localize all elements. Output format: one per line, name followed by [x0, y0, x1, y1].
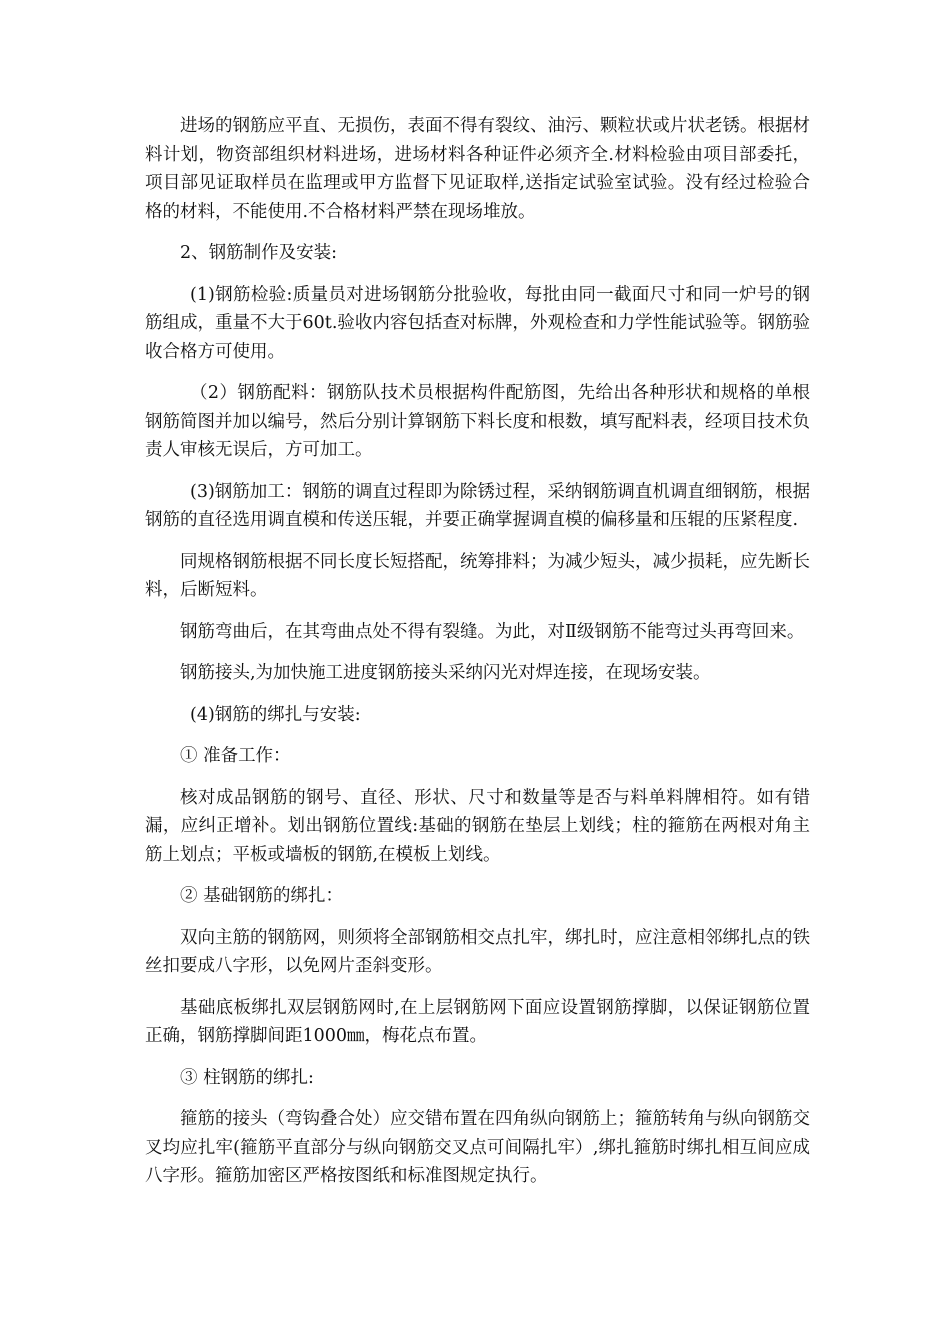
paragraph-rebar-joints: 钢筋接头,为加快施工进度钢筋接头采纳闪光对焊连接，在现场安装。: [180, 663, 711, 683]
paragraph-rebar-processing: (3)钢筋加工：钢筋的调直过程即为除锈过程，采纳钢筋调直机调直细钢筋，根据钢筋的直径选用调直模和传送压辊，并要正确掌握调直模的偏移量和压辊的压紧程度.: [145, 481, 810, 530]
subheading-foundation-binding: ② 基础钢筋的绑扎：: [180, 886, 344, 906]
paragraph-cutting-arrangement: 同规格钢筋根据不同长度长短搭配，统筹排料；为减少短头，减少损耗，应先断长料，后断短料。: [145, 551, 810, 600]
paragraph-stirrup-binding: 箍筋的接头（弯钩叠合处）应交错布置在四角纵向钢筋上；箍筋转角与纵向钢筋交叉均应扎牢(箍筋平直部分与纵向钢筋交叉点可间隔扎牢）,绑扎箍筋时绑扎相互间应成八字形。箍筋加密区严格按图纸和标准图规定执行。: [145, 1109, 810, 1186]
paragraph-rebar-bending: 钢筋弯曲后，在其弯曲点处不得有裂缝。为此，对Ⅱ级钢筋不能弯过头再弯回来。: [180, 621, 805, 642]
subheading-column-binding: ③ 柱钢筋的绑扎:: [180, 1067, 314, 1088]
section-heading-rebar-fabrication: 2、钢筋制作及安装:: [180, 243, 338, 263]
subheading-binding-installation: (4)钢筋的绑扎与安装:: [190, 704, 361, 725]
paragraph-rebar-batching: （2）钢筋配料：钢筋队技术员根据构件配筋图，先给出各种形状和规格的单根钢筋简图并加以编号，然后分别计算钢筋下料长度和根数，填写配料表，经项目技术负责人审核无误后，方可加工。: [145, 383, 810, 460]
paragraph-preparation-details: 核对成品钢筋的钢号、直径、形状、尺寸和数量等是否与料单料牌相符。如有错漏，应纠正增补。划出钢筋位置线:基础的钢筋在垫层上划线；柱的箍筋在两根对角主筋上划点；平板或墙板的钢筋,在模板上划线。: [145, 787, 810, 865]
subheading-preparation: ① 准备工作：: [180, 746, 291, 766]
paragraph-bidirectional-mesh: 双向主筋的钢筋网，则须将全部钢筋相交点扎牢，绑扎时，应注意相邻绑扎点的铁丝扣要成八字形，以免网片歪斜变形。: [145, 927, 810, 976]
paragraph-material-inspection: 进场的钢筋应平直、无损伤，表面不得有裂纹、油污、颗粒状或片状老锈。根据材料计划，物资部组织材料进场，进场材料各种证件必须齐全.材料检验由项目部委托，项目部见证取样员在监理或甲方监督下见证取样,送指定试验室试验。没有经过检验合格的材料，不能使用.不合格材料严禁在现场堆放。: [145, 116, 810, 222]
paragraph-rebar-inspection: (1)钢筋检验:质量员对进场钢筋分批验收，每批由同一截面尺寸和同一炉号的钢筋组成，重量不大于60t.验收内容包括查对标牌，外观检查和力学性能试验等。钢筋验收合格方可使用。: [145, 284, 810, 362]
document-page: [145, 112, 810, 1204]
paragraph-double-layer-mesh: 基础底板绑扎双层钢筋网时,在上层钢筋网下面应设置钢筋撑脚，以保证钢筋位置正确，钢筋撑脚间距1000㎜，梅花点布置。: [145, 997, 810, 1046]
